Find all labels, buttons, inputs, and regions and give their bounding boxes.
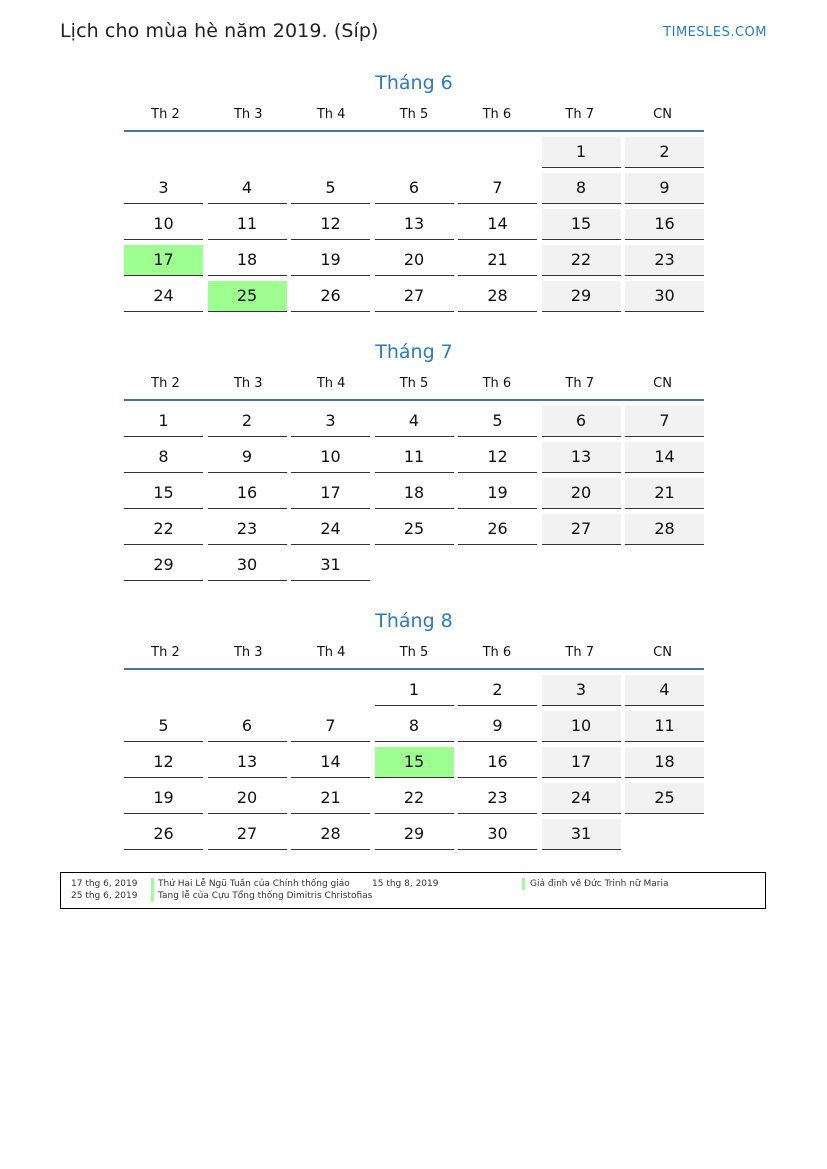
month-title: Tháng 7 xyxy=(375,341,453,363)
day-cell: 24 xyxy=(542,783,621,814)
day-cell: 28 xyxy=(458,281,537,312)
day-cell: 21 xyxy=(291,783,370,814)
day-cell: 13 xyxy=(208,747,287,778)
day-cell: 13 xyxy=(542,442,621,473)
day-cell: 25 xyxy=(625,783,704,814)
weekday-label: Th 2 xyxy=(151,645,180,660)
weekday-label: Th 5 xyxy=(399,107,429,122)
day-cell: 5 xyxy=(458,406,537,437)
day-cell: 7 xyxy=(291,711,370,742)
weekday-label: Th 6 xyxy=(482,107,512,122)
month-july xyxy=(124,337,704,586)
legend-item xyxy=(71,890,411,902)
weekday-label: Th 7 xyxy=(565,645,595,660)
day-cell: 20 xyxy=(542,478,621,509)
day-cell: 29 xyxy=(542,281,621,312)
legend-item xyxy=(372,878,752,890)
day-cell: 19 xyxy=(458,478,537,509)
day-cell: 26 xyxy=(458,514,537,545)
day-cell: 19 xyxy=(291,245,370,276)
day-grid xyxy=(124,675,704,855)
day-cell: 27 xyxy=(208,819,287,850)
day-cell: 2 xyxy=(625,137,704,168)
day-cell: 8 xyxy=(375,711,454,742)
day-cell: 22 xyxy=(542,245,621,276)
weekday-label: Th 3 xyxy=(233,107,263,122)
day-cell: 24 xyxy=(124,281,203,312)
day-cell: 1 xyxy=(124,406,203,437)
day-cell: 29 xyxy=(375,819,454,850)
day-cell: 23 xyxy=(208,514,287,545)
weekday-label: Th 2 xyxy=(151,376,180,391)
holiday-color-marker xyxy=(522,878,525,890)
day-cell: 31 xyxy=(542,819,621,850)
day-cell: 8 xyxy=(124,442,203,473)
day-cell: 9 xyxy=(208,442,287,473)
day-cell: 18 xyxy=(375,478,454,509)
day-cell: 10 xyxy=(124,209,203,240)
day-cell: 16 xyxy=(625,209,704,240)
day-cell: 23 xyxy=(458,783,537,814)
day-cell: 6 xyxy=(208,711,287,742)
weekday-header xyxy=(124,98,704,132)
weekday-label: Th 6 xyxy=(482,645,512,660)
holiday-legend xyxy=(60,872,766,909)
day-cell: 11 xyxy=(208,209,287,240)
holiday-color-marker xyxy=(151,890,154,902)
weekday-label: Th 5 xyxy=(399,376,429,391)
day-cell: 20 xyxy=(375,245,454,276)
day-grid xyxy=(124,137,704,317)
weekday-label: Th 4 xyxy=(316,645,346,660)
legend-text: Giả định về Đức Trinh nữ Maria xyxy=(530,879,669,889)
day-cell: 26 xyxy=(291,281,370,312)
day-cell: 5 xyxy=(291,173,370,204)
day-cell: 7 xyxy=(458,173,537,204)
day-cell: 28 xyxy=(625,514,704,545)
day-cell: 9 xyxy=(625,173,704,204)
legend-date: 25 thg 6, 2019 xyxy=(71,891,138,901)
weekday-label: Th 6 xyxy=(482,376,512,391)
weekday-header xyxy=(124,636,704,670)
day-cell: 17 xyxy=(542,747,621,778)
day-cell: 18 xyxy=(625,747,704,778)
day-cell: 13 xyxy=(375,209,454,240)
day-cell: 9 xyxy=(458,711,537,742)
legend-date: 15 thg 8, 2019 xyxy=(372,879,439,889)
weekday-label: Th 3 xyxy=(233,376,263,391)
empty-cell xyxy=(375,137,454,168)
site-link[interactable]: TIMESLES.COM xyxy=(663,25,767,40)
day-cell: 4 xyxy=(208,173,287,204)
day-cell: 20 xyxy=(208,783,287,814)
day-cell: 15 xyxy=(542,209,621,240)
day-cell: 31 xyxy=(291,550,370,581)
day-cell: 10 xyxy=(291,442,370,473)
month-june xyxy=(124,68,704,317)
holiday-day-cell: 25 xyxy=(208,281,287,312)
empty-cell xyxy=(124,675,203,706)
month-august xyxy=(124,606,704,855)
day-cell: 30 xyxy=(625,281,704,312)
day-cell: 22 xyxy=(375,783,454,814)
day-grid xyxy=(124,406,704,586)
legend-date: 17 thg 6, 2019 xyxy=(71,879,138,889)
weekday-label: Th 4 xyxy=(316,376,346,391)
day-cell: 16 xyxy=(458,747,537,778)
day-cell: 3 xyxy=(124,173,203,204)
day-cell: 27 xyxy=(375,281,454,312)
day-cell: 14 xyxy=(625,442,704,473)
weekday-label: Th 5 xyxy=(399,645,429,660)
day-cell: 6 xyxy=(375,173,454,204)
weekday-label: CN xyxy=(653,107,672,122)
holiday-day-cell: 17 xyxy=(124,245,203,276)
day-cell: 3 xyxy=(291,406,370,437)
day-cell: 19 xyxy=(124,783,203,814)
day-cell: 30 xyxy=(458,819,537,850)
day-cell: 27 xyxy=(542,514,621,545)
day-cell: 8 xyxy=(542,173,621,204)
day-cell: 30 xyxy=(208,550,287,581)
empty-cell xyxy=(458,137,537,168)
day-cell: 2 xyxy=(208,406,287,437)
holiday-day-cell: 15 xyxy=(375,747,454,778)
day-cell: 4 xyxy=(625,675,704,706)
page-title: Lịch cho mùa hè năm 2019. (Síp) xyxy=(60,20,379,42)
day-cell: 21 xyxy=(458,245,537,276)
day-cell: 1 xyxy=(542,137,621,168)
day-cell: 10 xyxy=(542,711,621,742)
weekday-label: CN xyxy=(653,376,672,391)
day-cell: 7 xyxy=(625,406,704,437)
day-cell: 24 xyxy=(291,514,370,545)
day-cell: 1 xyxy=(375,675,454,706)
day-cell: 5 xyxy=(124,711,203,742)
weekday-label: Th 3 xyxy=(233,645,263,660)
day-cell: 14 xyxy=(458,209,537,240)
weekday-label: Th 4 xyxy=(316,107,346,122)
day-cell: 15 xyxy=(124,478,203,509)
empty-cell xyxy=(208,675,287,706)
day-cell: 16 xyxy=(208,478,287,509)
legend-item xyxy=(71,878,411,890)
holiday-color-marker xyxy=(151,878,154,890)
day-cell: 12 xyxy=(458,442,537,473)
day-cell: 11 xyxy=(625,711,704,742)
empty-cell xyxy=(208,137,287,168)
day-cell: 29 xyxy=(124,550,203,581)
empty-cell xyxy=(291,675,370,706)
empty-cell xyxy=(291,137,370,168)
weekday-label: Th 2 xyxy=(151,107,180,122)
empty-cell xyxy=(124,137,203,168)
day-cell: 14 xyxy=(291,747,370,778)
day-cell: 4 xyxy=(375,406,454,437)
legend-text: Thứ Hai Lễ Ngũ Tuần của Chính thống giáo xyxy=(158,879,350,889)
day-cell: 25 xyxy=(375,514,454,545)
month-title: Tháng 6 xyxy=(375,72,453,94)
day-cell: 23 xyxy=(625,245,704,276)
month-title: Tháng 8 xyxy=(375,610,453,632)
weekday-label: Th 7 xyxy=(565,376,595,391)
day-cell: 12 xyxy=(291,209,370,240)
day-cell: 18 xyxy=(208,245,287,276)
day-cell: 3 xyxy=(542,675,621,706)
day-cell: 12 xyxy=(124,747,203,778)
day-cell: 21 xyxy=(625,478,704,509)
day-cell: 2 xyxy=(458,675,537,706)
day-cell: 6 xyxy=(542,406,621,437)
weekday-label: Th 7 xyxy=(565,107,595,122)
day-cell: 22 xyxy=(124,514,203,545)
weekday-label: CN xyxy=(653,645,672,660)
day-cell: 28 xyxy=(291,819,370,850)
day-cell: 26 xyxy=(124,819,203,850)
day-cell: 11 xyxy=(375,442,454,473)
day-cell: 17 xyxy=(291,478,370,509)
legend-text: Tang lễ của Cựu Tổng thống Dimitris Christofias xyxy=(158,891,373,901)
weekday-header xyxy=(124,367,704,401)
